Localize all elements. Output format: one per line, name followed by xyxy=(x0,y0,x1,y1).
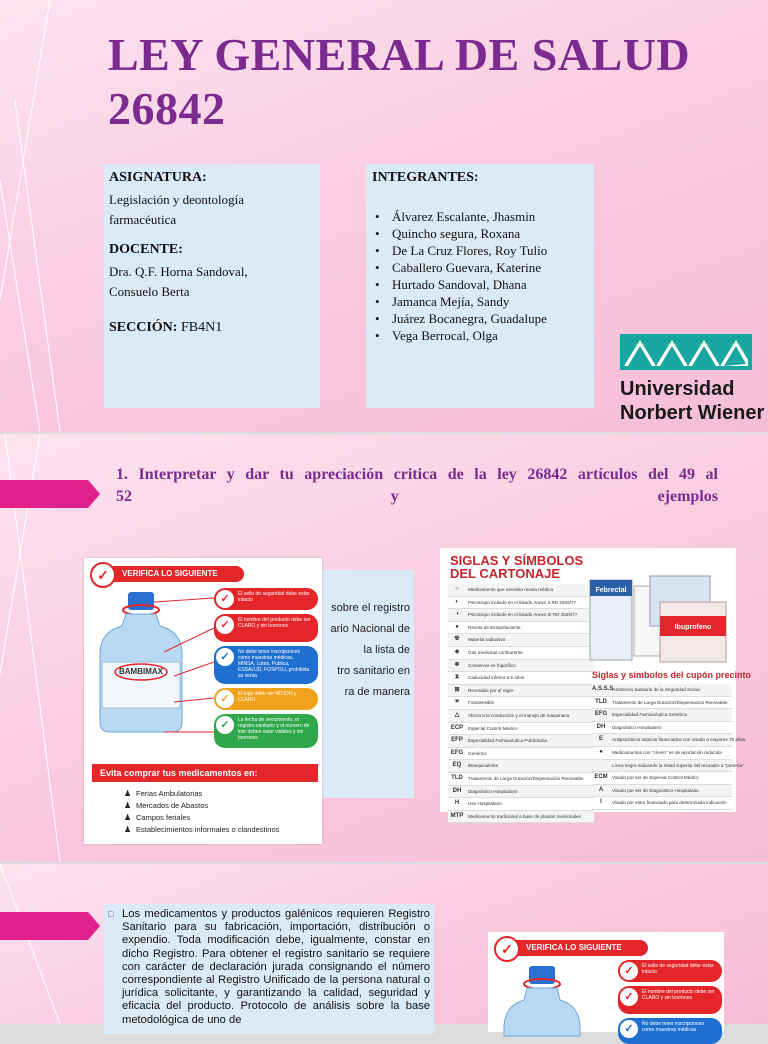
avoid-header: Evita comprar tus medicamentos en: xyxy=(92,764,318,782)
list-item: • Jamanca Mejía, Sandy xyxy=(372,293,594,310)
table-row xyxy=(448,660,594,673)
list-item: • Juárez Bocanegra, Guadalupe xyxy=(372,310,594,327)
symbol-icon: ⧗ xyxy=(454,674,460,681)
table-row xyxy=(448,697,594,710)
table-row xyxy=(448,685,594,698)
coupon-symbols-table xyxy=(592,684,746,810)
check-icon: ✓ xyxy=(216,690,234,708)
symbol-description: Fotosensible xyxy=(468,700,495,706)
table-row xyxy=(448,786,594,799)
table-row xyxy=(448,609,594,622)
symbol-icon: TLD xyxy=(451,774,463,781)
table-row xyxy=(592,760,744,773)
verify-item: ✓ El sello de seguridad debe estar intacto xyxy=(214,588,318,610)
table-row xyxy=(448,622,594,635)
symbol-icon: EFP xyxy=(451,737,463,744)
table-row xyxy=(592,785,732,798)
slide-2 xyxy=(0,434,768,862)
symbol-icon: ● xyxy=(455,623,459,630)
asignatura-label: ASIGNATURA: xyxy=(109,170,207,185)
list-item: ♟ Mercados de Abastos xyxy=(124,800,279,812)
symbol-description: Tratamiento de Larga Duración/Dispensación Renovable xyxy=(468,775,584,781)
symbols-table xyxy=(448,584,594,823)
list-item: • De La Cruz Flores, Roy Tulio xyxy=(372,242,594,259)
integrantes-label: INTEGRANTES: xyxy=(372,170,479,185)
page-title: LEY GENERAL DE SALUD 26842 xyxy=(108,29,691,134)
check-icon: ✓ xyxy=(620,988,638,1006)
symbol-description: Genérico xyxy=(468,750,487,756)
pink-arrow-icon xyxy=(0,480,100,508)
bullet-icon: □ xyxy=(108,909,114,919)
logo-text-line2: Norbert Wiener xyxy=(620,402,765,424)
check-icon: ✓ xyxy=(620,962,638,980)
list-item: • Hurtado Sandoval, Dhana xyxy=(372,276,594,293)
table-row xyxy=(592,734,746,747)
table-row xyxy=(592,722,732,735)
symbol-description: Línea negra indicando la mitad superior del recuadro o "portería" xyxy=(612,762,744,768)
check-icon: ✓ xyxy=(216,616,234,634)
symbol-description: Visado por ser de Especial Control Médico xyxy=(612,775,699,781)
table-row xyxy=(448,760,594,773)
seccion-value: FB4N1 xyxy=(180,320,223,335)
symbol-description: Gas medicinal comburente xyxy=(468,649,523,655)
table-row xyxy=(592,684,732,697)
table-row xyxy=(448,798,594,811)
symbol-icon: I xyxy=(600,799,602,806)
symbols-subtitle: Siglas y símbolos del cupón precinto xyxy=(592,670,752,680)
symbol-icon: ☢ xyxy=(454,636,460,643)
fragment-line: tro sanitario en xyxy=(337,665,410,677)
symbol-icon: ◈ xyxy=(454,648,460,655)
symbol-description: Conservar en frigorífico xyxy=(468,662,516,668)
logo-mark-icon xyxy=(620,334,752,370)
course-info-box xyxy=(104,164,320,408)
symbol-description: Diagnóstico Hospitalario xyxy=(612,724,662,730)
seccion-label: SECCIÓN: xyxy=(109,320,178,335)
svg-text:Ibuprofeno: Ibuprofeno xyxy=(674,624,712,631)
table-row xyxy=(592,709,732,722)
seccion-line xyxy=(109,320,320,336)
list-item: • Caballero Guevara, Katerine xyxy=(372,259,594,276)
symbol-description: Material radiactivo xyxy=(468,637,506,643)
list-item: • Quincho segura, Roxana xyxy=(372,225,594,242)
table-row xyxy=(448,672,594,685)
symbols-infographic xyxy=(440,548,752,819)
fragment-line: ra de manera xyxy=(344,686,410,698)
symbol-description: Afecta a la conducción y el manejo de maquinaria xyxy=(468,712,570,718)
table-row xyxy=(448,647,594,660)
list-item: • Álvarez Escalante, Jhasmin xyxy=(372,208,594,225)
verify-item: ✓ La fecha de vencimiento, el registro sanitario y el número de lote deben estar visibles y sin borrones xyxy=(214,714,318,748)
symbol-description: Especial Control Médico xyxy=(468,725,518,731)
medicine-boxes-image xyxy=(590,572,730,666)
symbol-icon: ☀ xyxy=(454,699,460,706)
question-text xyxy=(116,464,718,508)
symbol-icon: EFG xyxy=(594,711,608,718)
list-item: • Vega Berrocal, Olga xyxy=(372,327,594,344)
check-icon: ✓ xyxy=(494,936,520,962)
members-box xyxy=(366,164,594,408)
registry-paragraph: Los medicamentos y productos galénicos requieren Registro Sanitario para su fabricación, importación, distribución o expendio. Toda modificación debe, igualmente, constar en dicho Registro. Para obtener el registro sanitario se requiere con carácter de declaración jurada consignando el número correspondiente al Registro Unificado de la persona natural o jurídica solicitante, y garantizando la calidad, seguridad y eficacia del producto. Protocolo de análisis sobre la base metodológica de uno de xyxy=(122,908,430,1026)
verify-header: VERIFICA LO SIGUIENTE xyxy=(94,566,244,582)
symbol-icon: H xyxy=(454,800,460,807)
symbol-description: Diagnóstico Hospitalario xyxy=(468,788,518,794)
symbol-description: Uso Hospitalario xyxy=(468,801,502,807)
verify-infographic xyxy=(84,558,322,844)
symbol-description: Tratamiento de Larga Duración/Dispensación Renovable xyxy=(612,699,728,705)
fragment-line: la lista de xyxy=(363,644,410,656)
check-icon: ✓ xyxy=(216,648,234,666)
symbol-icon: ❄ xyxy=(454,661,460,668)
symbol-icon: DH xyxy=(452,787,462,794)
docente-value: Dra. Q.F. Horna Sandoval, Consuelo Berta xyxy=(109,264,248,299)
symbol-description: Medicamento que necesita receta médica xyxy=(468,587,554,592)
symbol-icon: E xyxy=(598,736,603,743)
table-row xyxy=(592,772,732,785)
symbol-icon: ◑ xyxy=(455,611,459,618)
symbol-icon: EFG xyxy=(450,749,464,756)
check-icon: ✓ xyxy=(620,1020,638,1038)
symbol-description: Especialidad Farmacéutica Genérica xyxy=(612,712,688,718)
table-row xyxy=(448,634,594,647)
docente-label: DOCENTE: xyxy=(109,242,183,257)
question-line-1: 1. Interpretar y dar tu apreciación critica de la ley 26842 artículos del 49 al xyxy=(116,466,718,483)
symbol-icon: DH xyxy=(596,723,606,730)
symbol-description: Asistencia Sanitaria de la Seguridad Social xyxy=(612,687,700,692)
list-item: ♟ Establecimientos informales o clandestinos xyxy=(124,824,279,836)
verify-item: ✓ El logo debe ser NÍTIDO y CLARO xyxy=(214,688,318,710)
symbol-icon: A xyxy=(598,786,604,793)
symbol-description: Psicotropo incluido en el listado Anexo II RD 2829/77 xyxy=(468,599,577,605)
bottle-brand: BAMBIMAX xyxy=(119,667,163,676)
bottle-icon xyxy=(502,966,582,1036)
slide-1 xyxy=(0,0,768,432)
verify-item: ✓ El sello de seguridad debe estar intacto xyxy=(618,960,722,982)
text-fragment-box xyxy=(322,570,414,798)
members-list xyxy=(372,208,594,344)
verify-item: ✓ El nombre del producto debe ser CLARO y sin borrones xyxy=(618,986,722,1014)
symbol-icon: ○ xyxy=(455,586,459,592)
symbol-description: Caducidad inferior a 5 años xyxy=(468,675,525,681)
asignatura-value: Legislación y deontología farmacéutica xyxy=(109,192,245,227)
symbol-description: Psicotropo incluido en el listado Anexo III RD 2829/77 xyxy=(468,612,578,618)
verify-header: VERIFICA LO SIGUIENTE xyxy=(498,940,648,956)
table-row xyxy=(448,748,594,761)
registry-paragraph-box xyxy=(104,904,434,1034)
verify-item: ✓ No debe tener inscripciones como muestras médicas, MINSA, Lotes, Publica, ESSALUD, FOSPOLI, prohibida su venta xyxy=(214,646,318,684)
connector-lines xyxy=(144,592,224,762)
check-icon: ✓ xyxy=(90,562,116,588)
check-icon: ✓ xyxy=(216,716,234,734)
list-item: ♟ Ferias Ambulatorias xyxy=(124,788,279,800)
table-row xyxy=(448,811,594,824)
symbol-description: Receta de Estupefaciente xyxy=(468,624,521,630)
symbol-description: Especialidad Farmacéutica Publicitaria xyxy=(468,738,547,744)
table-row xyxy=(592,697,732,710)
question-line-2: 52 y ejemplos xyxy=(116,488,718,505)
symbol-icon: △ xyxy=(454,711,460,718)
symbol-icon: A.S.S.S xyxy=(592,686,614,692)
svg-text:Febrectal: Febrectal xyxy=(595,587,627,594)
symbol-icon: TLD xyxy=(595,698,607,705)
check-icon: ✓ xyxy=(216,590,234,608)
verify-infographic-2 xyxy=(488,932,724,1035)
table-row xyxy=(448,735,594,748)
symbol-description: Recetable por el Sigre xyxy=(468,687,514,693)
list-item: ♟ Campos feriales xyxy=(124,812,279,824)
decorative-lines xyxy=(0,864,60,1024)
symbols-title: SIGLAS Y SÍMBOLOS DEL CARTONAJE xyxy=(450,553,584,581)
symbol-icon: ◐ xyxy=(455,598,459,605)
fragment-line: ario Nacional de xyxy=(330,623,410,635)
table-row xyxy=(448,597,594,610)
table-row xyxy=(448,773,594,786)
slide-3 xyxy=(0,864,768,1035)
symbol-description: Medicamentos con "cícero" es de aportación reducida xyxy=(612,749,722,755)
symbol-description: Visado por ser de Diagnóstico Hospitalario xyxy=(612,787,699,793)
table-row xyxy=(448,584,594,597)
verify-item: ✓ El nombre del producto debe ser CLARO y sin borrones xyxy=(214,614,318,642)
symbol-description: Medicamento tradicional a base de plantas medicinales xyxy=(468,813,581,819)
symbol-description: Bioequivalente xyxy=(468,763,499,769)
decorative-lines xyxy=(0,0,60,432)
symbol-icon: ● xyxy=(599,748,603,755)
university-logo xyxy=(620,334,765,424)
logo-text-line1: Universidad xyxy=(620,378,735,400)
symbol-description: Antipsicóticos atípicos financiados con visado a mayores 75 años xyxy=(612,737,746,743)
symbol-icon: MTP xyxy=(450,812,464,819)
symbol-icon: ⊠ xyxy=(454,686,460,693)
table-row xyxy=(448,723,594,736)
symbol-icon: ECM xyxy=(594,774,608,781)
table-row xyxy=(592,797,732,810)
table-row xyxy=(448,710,594,723)
symbol-icon: EQ xyxy=(452,762,462,769)
table-row xyxy=(592,747,732,760)
symbol-icon: ECP xyxy=(450,724,464,731)
pink-arrow-icon xyxy=(0,912,100,940)
fragment-line: sobre el registro xyxy=(331,602,410,614)
symbol-description: Visado por estar financiado para determinada indicación xyxy=(612,800,727,806)
avoid-list xyxy=(124,788,279,836)
verify-item: ✓ No debe tener inscripciones como muestras médicas xyxy=(618,1018,722,1044)
